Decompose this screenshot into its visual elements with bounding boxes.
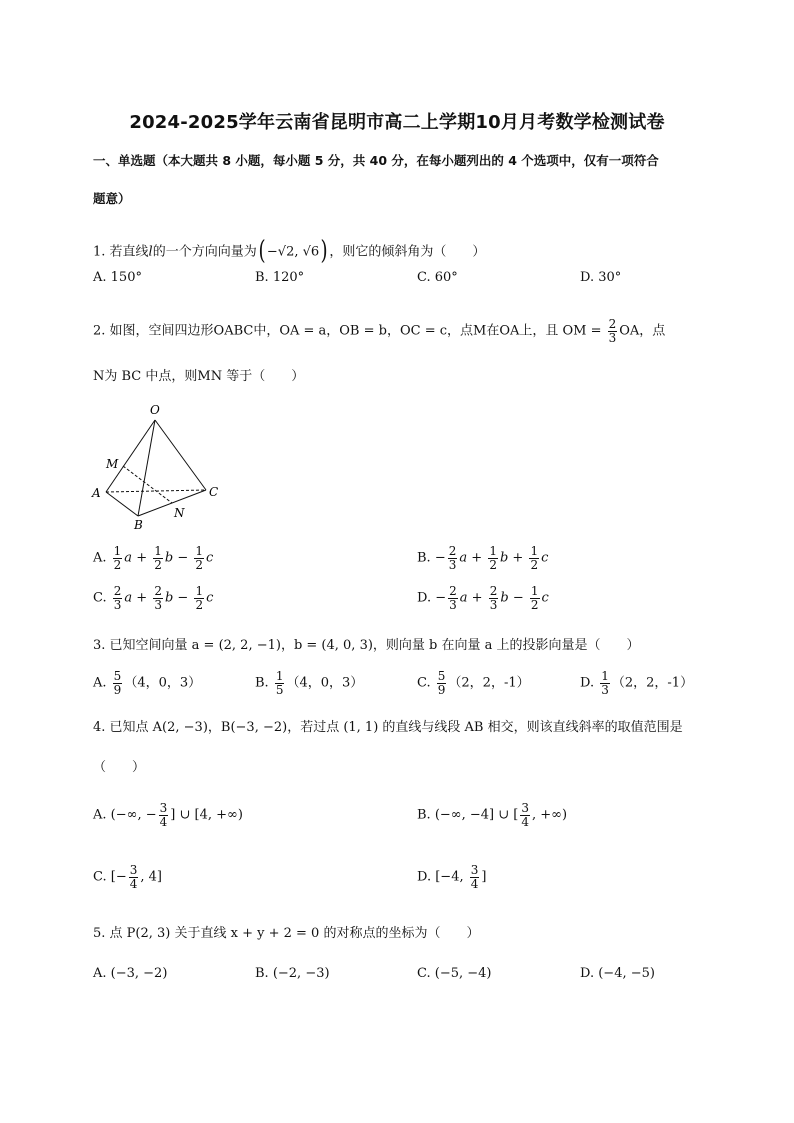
coefficient-fraction: $\frac{1}{2}$ [154, 544, 162, 572]
q3-option-d[interactable]: D. $\frac{1}{3}$ （2，2，-1） [580, 669, 694, 697]
vector-symbol: a [459, 590, 468, 606]
operator: + [467, 590, 487, 606]
question-5: 5. 点 P(2, 3) 关于直线 x + y + 2 = 0 的对称点的坐标为（ ） [93, 926, 480, 941]
q5-option-a[interactable]: A. (−3, −2) [93, 966, 168, 981]
q1-option-c[interactable]: C. 60° [417, 270, 458, 285]
section-header-line1: 一、单选题（本大题共 8 小题，每小题 5 分，共 40 分，在每小题列出的 4 个选项中，仅有一项符合 [93, 153, 659, 168]
q1-stem: 1. 若直线 [93, 244, 149, 260]
coefficient-fraction: $\frac{2}{3}$ [489, 584, 498, 612]
operator: − [173, 590, 193, 606]
q2-line1: 2. 如图，空间四边形OABC中，OA = a，OB = b，OC = c，点M在OA上，且 OM = [93, 323, 606, 339]
vector-symbol: c [541, 550, 549, 566]
q2-option-b[interactable]: B. − $\frac{2}{3}$ a + $\frac{1}{2}$ b + $\frac{1}{2}$ c [417, 544, 549, 572]
q1-mid: 的一个方向向量为 [152, 244, 257, 260]
q2-option-a[interactable] [93, 545, 213, 571]
tetrahedron-figure [88, 400, 228, 535]
vertex-label-m: M [106, 457, 119, 471]
question-2-line2: N为 BC 中点，则MN 等于（ ） [93, 369, 305, 384]
q4-option-b[interactable]: B. (−∞, −4] ∪ [ $\frac{3}{4}$ , +∞) [417, 801, 568, 829]
coefficient-fraction: $\frac{2}{3}$ [449, 584, 457, 612]
option-prefix: D. [417, 590, 436, 606]
vector-symbol: c [206, 590, 214, 606]
option-prefix: C. [93, 590, 111, 606]
option-prefix: A. [93, 550, 111, 566]
vertex-label-n: N [174, 506, 185, 520]
vertex-label-c: C [209, 485, 219, 499]
q1-vector: −√2, √6 [266, 244, 320, 260]
question-2-line1 [93, 318, 665, 344]
q1-var: l [148, 244, 153, 260]
section-header-line2: 题意） [93, 191, 131, 206]
operator: + [132, 550, 152, 566]
q3-option-c[interactable]: C. $\frac{5}{9}$ （2，2，-1） [417, 669, 530, 697]
operator: + [132, 590, 152, 606]
option-prefix: B. [417, 550, 435, 566]
vector-symbol: a [124, 550, 133, 566]
coefficient-fraction: $\frac{1}{2}$ [195, 544, 204, 572]
vector-symbol: a [459, 550, 468, 566]
q3-option-a[interactable]: A. $\frac{5}{9}$ （4，0，3） [93, 669, 202, 697]
q2-fraction: $\frac{2}{3}$ [608, 317, 617, 345]
question-3: 3. 已知空间向量 a = (2, 2, −1)，b = (4, 0, 3)，则向量 b 在向量 a 上的投影向量是（ ） [93, 638, 640, 653]
vector-symbol: c [206, 550, 214, 566]
q1-option-d[interactable]: D. 30° [580, 270, 622, 285]
vector-symbol: b [164, 590, 174, 606]
q2-option-c[interactable] [93, 585, 213, 611]
vector-symbol: a [124, 590, 133, 606]
q1-option-a[interactable]: A. 150° [93, 270, 142, 285]
q2-line1-end: OA，点 [619, 323, 666, 339]
q2-option-d[interactable]: D. − $\frac{2}{3}$ a + $\frac{2}{3}$ b − $\frac{1}{2}$ c [417, 584, 549, 612]
vector-symbol: b [500, 590, 509, 606]
coefficient-fraction: $\frac{2}{3}$ [113, 584, 122, 612]
vertex-label-o: O [150, 403, 160, 417]
q4-option-a[interactable]: A. (−∞, − $\frac{3}{4}$ ] ∪ [4, +∞) [93, 801, 243, 829]
operator: + [508, 550, 528, 566]
q4-option-c[interactable]: C. [− $\frac{3}{4}$ , 4] [93, 863, 162, 891]
q1-end: ，则它的倾斜角为（ ） [329, 244, 486, 260]
q5-option-d[interactable]: D. (−4, −5) [580, 966, 655, 981]
coefficient-fraction: $\frac{2}{3}$ [448, 544, 457, 572]
q1-option-b[interactable]: B. 120° [255, 270, 305, 285]
coefficient-fraction: $\frac{1}{2}$ [530, 544, 539, 572]
question-1: 1. 若直线l的一个方向向量为( −√2, √6) ，则它的倾斜角为（ ） [93, 236, 486, 266]
coefficient-fraction: $\frac{1}{2}$ [113, 544, 122, 572]
operator: − [173, 550, 193, 566]
operator: + [467, 550, 487, 566]
q5-option-b[interactable]: B. (−2, −3) [255, 966, 330, 981]
operator: − [508, 590, 528, 606]
vector-symbol: c [541, 590, 549, 606]
coefficient-fraction: $\frac{1}{2}$ [530, 584, 539, 612]
q5-option-c[interactable]: C. (−5, −4) [417, 966, 492, 981]
vector-symbol: b [164, 550, 174, 566]
vector-symbol: b [499, 550, 509, 566]
coefficient-fraction: $\frac{1}{2}$ [195, 584, 204, 612]
vertex-label-b: B [134, 518, 143, 532]
question-4-line2: （ ） [93, 760, 146, 775]
coefficient-fraction: $\frac{1}{2}$ [489, 544, 497, 572]
vertex-label-a: A [92, 486, 101, 500]
page-title: 2024-2025学年云南省昆明市高二上学期10月月考数学检测试卷 [129, 112, 665, 133]
coefficient-fraction: $\frac{2}{3}$ [154, 584, 162, 612]
question-4-line1: 4. 已知点 A(2, −3)，B(−3, −2)，若过点 (1, 1) 的直线与线段 AB 相交，则该直线斜率的取值范围是 [93, 720, 683, 735]
q3-option-b[interactable]: B. $\frac{1}{5}$ （4，0，3） [255, 669, 364, 697]
q4-option-d[interactable]: D. [−4, $\frac{3}{4}$ ] [417, 863, 487, 891]
